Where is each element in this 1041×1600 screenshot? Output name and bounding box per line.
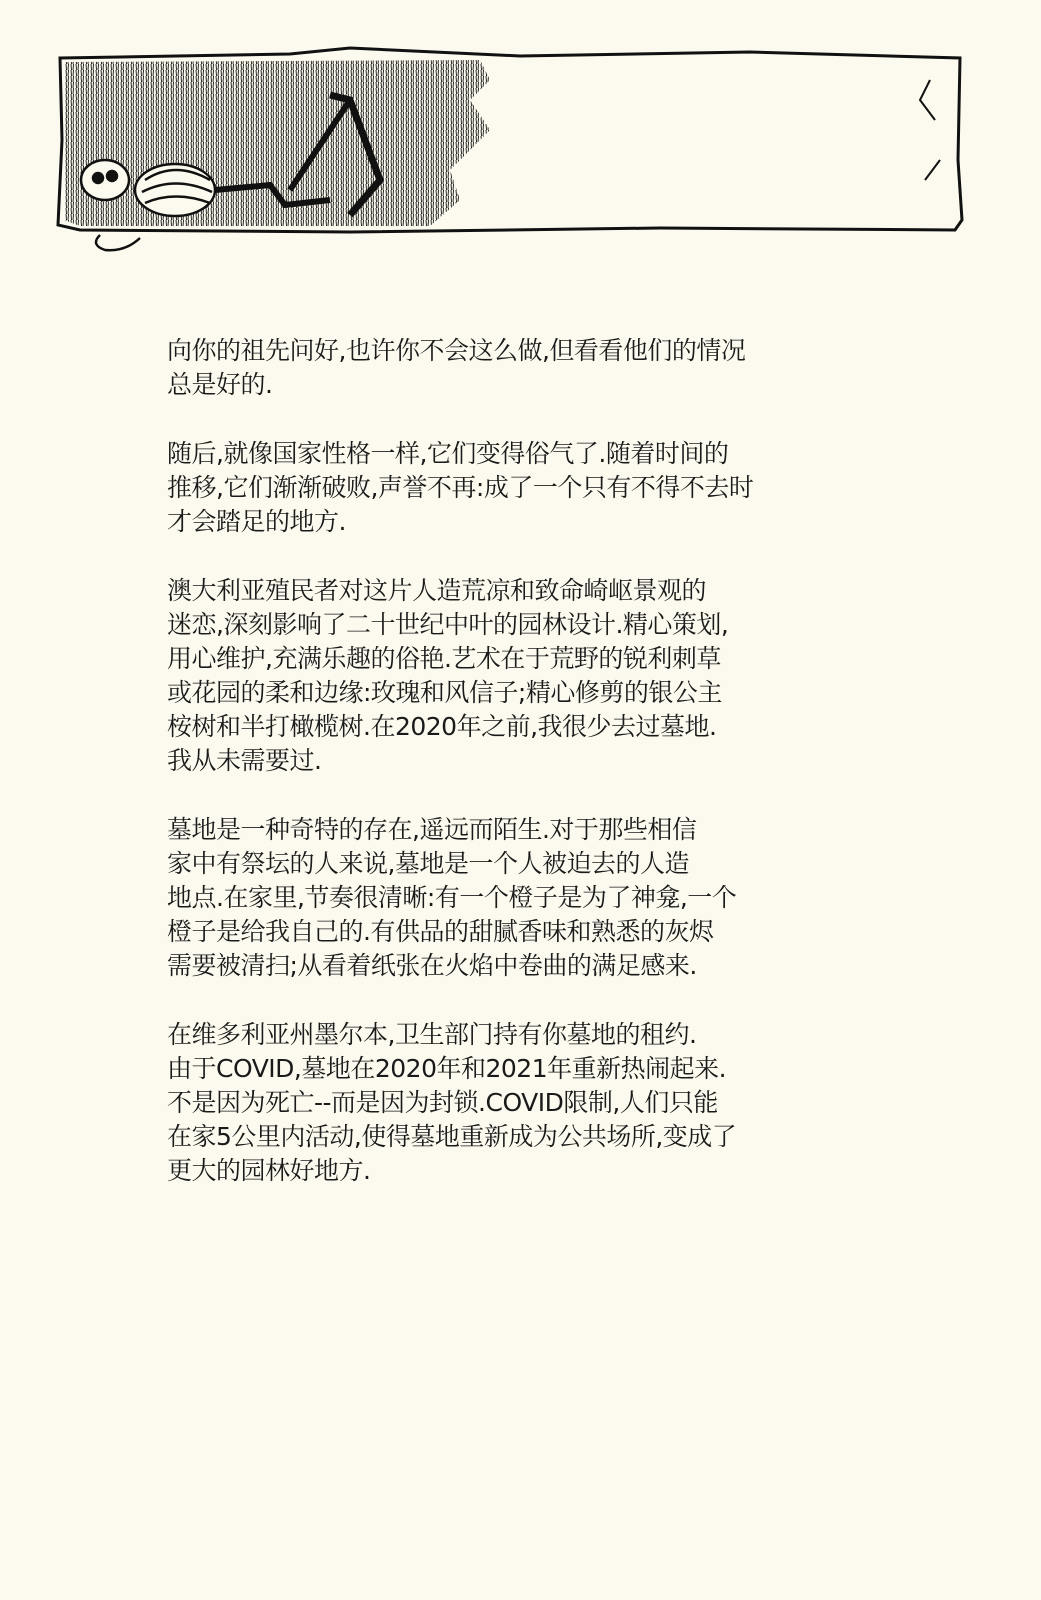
text-line: 才会踏足的地方.	[167, 507, 346, 536]
text-line: 在家5公里内活动,使得墓地重新成为公共场所,变成了	[167, 1122, 737, 1151]
article-body	[167, 334, 867, 1223]
text-line: 用心维护,充满乐趣的俗艳.艺术在于荒野的锐利刺草	[167, 644, 721, 673]
text-line: 地点.在家里,节奏很清晰:有一个橙子是为了神龛,一个	[167, 883, 737, 912]
hatched-earth	[64, 60, 490, 226]
text-line: 家中有祭坛的人来说,墓地是一个人被迫去的人造	[167, 849, 689, 878]
text-line: 随后,就像国家性格一样,它们变得俗气了.随着时间的	[167, 439, 729, 468]
paragraph	[167, 1018, 867, 1188]
text-line: 推移,它们渐渐破败,声誉不再:成了一个只有不得不去时	[167, 473, 754, 502]
text-line: 不是因为死亡--而是因为封锁.COVID限制,人们只能	[167, 1088, 718, 1117]
paragraph	[167, 334, 867, 402]
skeleton-grave-illustration	[50, 40, 970, 270]
paragraph	[167, 574, 867, 778]
text-line: 向你的祖先问好,也许你不会这么做,但看看他们的情况	[167, 336, 746, 365]
scroll-curl	[96, 235, 140, 250]
text-line: 需要被清扫;从看着纸张在火焰中卷曲的满足感来.	[167, 951, 697, 980]
text-line: 在维多利亚州墨尔本,卫生部门持有你墓地的租约.	[167, 1020, 697, 1049]
text-line: 迷恋,深刻影响了二十世纪中叶的园林设计.精心策划,	[167, 610, 729, 639]
text-line: 总是好的.	[167, 370, 273, 399]
text-line: 澳大利亚殖民者对这片人造荒凉和致命崎岖景观的	[167, 576, 707, 605]
text-line: 我从未需要过.	[167, 746, 322, 775]
text-line: 墓地是一种奇特的存在,遥远而陌生.对于那些相信	[167, 815, 697, 844]
text-line: 或花园的柔和边缘:玫瑰和风信子;精心修剪的银公主	[167, 678, 722, 707]
text-line: 更大的园林好地方.	[167, 1156, 371, 1185]
paragraph	[167, 437, 867, 539]
text-line: 由于COVID,墓地在2020年和2021年重新热闹起来.	[167, 1054, 727, 1083]
text-line: 橙子是给我自己的.有供品的甜腻香味和熟悉的灰烬	[167, 917, 714, 946]
text-line: 桉树和半打橄榄树.在2020年之前,我很少去过墓地.	[167, 712, 717, 741]
paragraph	[167, 813, 867, 983]
